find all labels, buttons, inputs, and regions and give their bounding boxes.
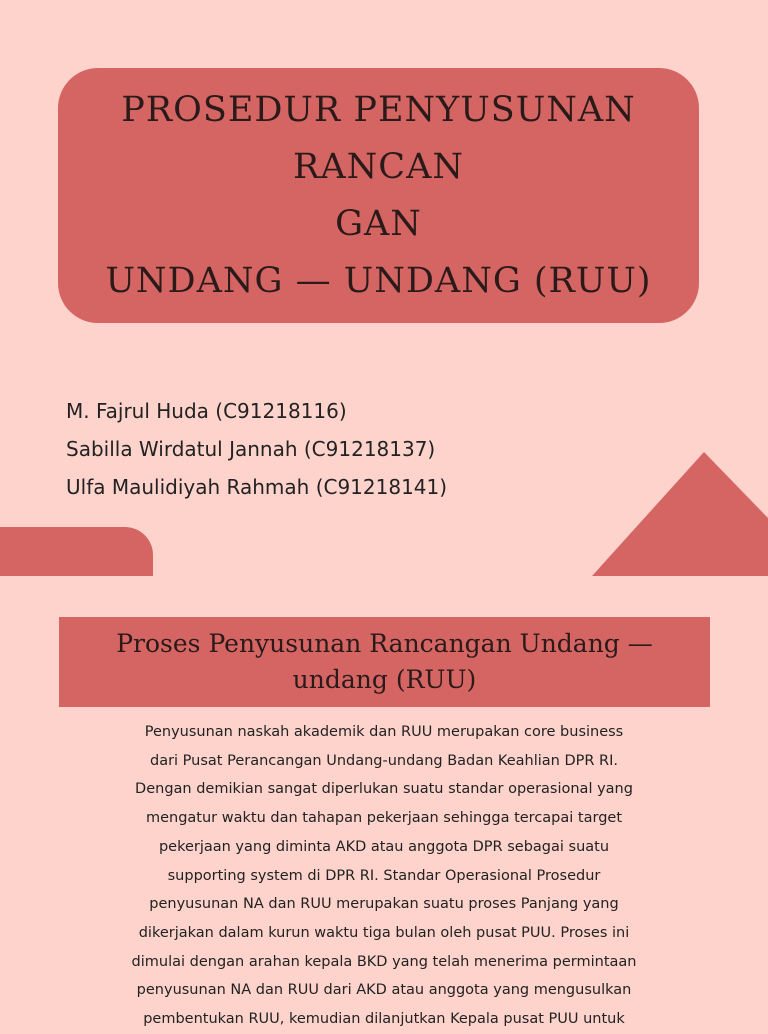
decorative-triangle (592, 452, 768, 576)
author-list (66, 392, 447, 506)
body-line: Penyusunan naskah akademik dan RUU merupakan core business (144, 724, 624, 740)
title-line: UNDANG — UNDANG (RUU) (105, 260, 652, 301)
section-heading-line: Proses Penyusunan Rancangan Undang — (116, 629, 653, 658)
body-line: penyusunan NA dan RUU dari AKD atau anggota yang mengusulkan (136, 982, 632, 999)
section-heading-box (59, 617, 710, 707)
body-line: penyusunan NA dan RUU merupakan suatu proses Panjang yang (149, 896, 619, 913)
author-item: Sabilla Wirdatul Jannah (C91218137) (66, 437, 436, 461)
decorative-band (0, 527, 153, 576)
body-line: mengatur waktu dan tahapan pekerjaan sehingga tercapai target (145, 810, 622, 827)
body-line: pembentukan RUU, kemudian dilanjutkan Kepala pusat PUU untuk (143, 1011, 625, 1028)
title-line: PROSEDUR PENYUSUNAN RANCAN (121, 89, 636, 187)
title-box (58, 68, 699, 323)
document-title (58, 82, 699, 310)
body-line: supporting system di DPR RI. Standar Operasional Prosedur (167, 867, 601, 884)
section-heading-line: undang (RUU) (292, 665, 477, 694)
body-line: dikerjakan dalam kurun waktu tiga bulan oleh pusat PUU. Proses ini (138, 924, 630, 941)
body-line: dari Pusat Perancangan Undang-undang Badan Keahlian DPR RI. (149, 752, 618, 769)
title-line: GAN (335, 203, 422, 244)
body-line: dimulai dengan arahan kepala BKD yang telah menerima permintaan (131, 953, 637, 970)
body-line: pekerjaan yang diminta AKD atau anggota DPR sebagai suatu (158, 838, 610, 855)
section-heading (116, 626, 653, 698)
body-line: Dengan demikian sangat diperlukan suatu standar operasional yang (135, 781, 633, 798)
body-paragraph (96, 718, 672, 1034)
author-item: M. Fajrul Huda (C91218116) (66, 399, 347, 423)
author-item: Ulfa Maulidiyah Rahmah (C91218141) (66, 475, 448, 499)
